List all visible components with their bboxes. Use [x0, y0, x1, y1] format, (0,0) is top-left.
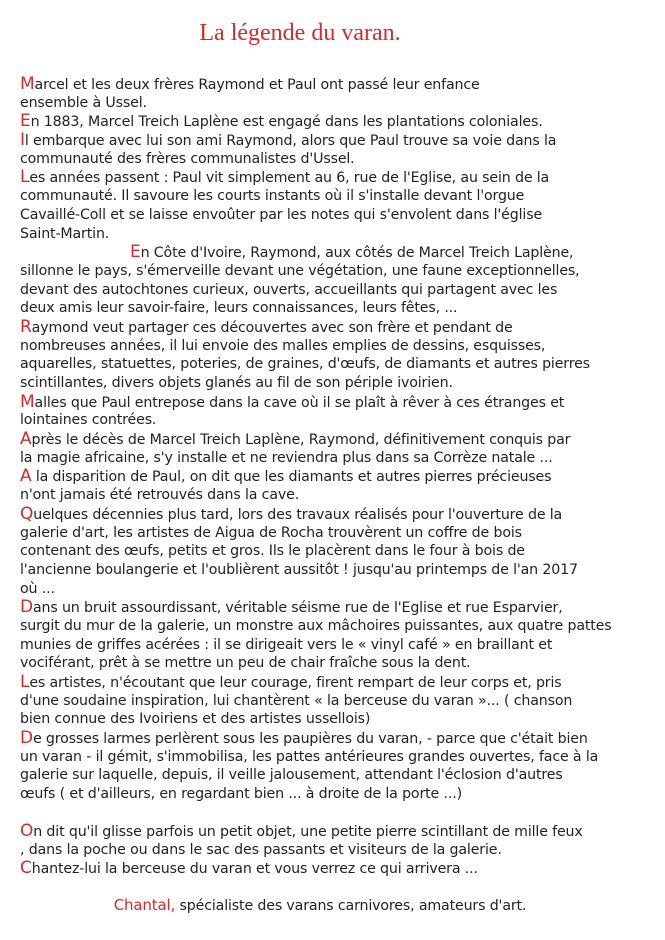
- spacer: [20, 878, 665, 896]
- line-text: œufs ( et d'ailleurs, en regardant bien ... à droite de la porte ...): [20, 786, 462, 803]
- text-line: [20, 225, 665, 244]
- line-text: vociférant, prêt à se mettre un peu de chair fraîche sous la dent.: [20, 655, 471, 672]
- line-text: galerie sur laquelle, depuis, il veille jalousement, attendant l'éclosion d'autres: [20, 767, 563, 784]
- text-line: [20, 486, 665, 505]
- line-text: la magie africaine, s'y installe et ne reviendra plus dans sa Corrèze natale ...: [20, 449, 553, 466]
- line-text: munies de griffes acérées : il se dirigeait vers le « vinyl café » en braillant et: [20, 636, 553, 653]
- drop-initial: O: [20, 820, 34, 841]
- paragraph: [20, 112, 665, 131]
- line-text: un varan - il gémit, s'immobilisa, les pattes antérieures grandes ouvertes, face à la: [20, 748, 599, 765]
- text-line: [20, 393, 665, 412]
- signature: [20, 896, 620, 915]
- line-text: , dans la poche ou dans le sac des passants et visiteurs de la galerie.: [20, 841, 502, 858]
- line-text: alles que Paul entrepose dans la cave où il se plaît à rêver à ces étranges et: [34, 394, 565, 411]
- line-text: scintillantes, divers objets glanés au fil de son périple ivoirien.: [20, 375, 453, 391]
- text-line: [20, 636, 665, 655]
- drop-initial: E: [20, 111, 31, 132]
- line-text: ans un bruit assourdissant, véritable séisme rue de l'Eglise et rue Esparvier,: [32, 600, 563, 617]
- text-line: [20, 524, 665, 543]
- line-text: l'ancienne boulangerie et l'oublièrent aussitôt ! jusqu'au printemps de l'an 2017: [20, 561, 578, 578]
- text-line: [20, 318, 665, 337]
- paragraph: [20, 822, 665, 859]
- text-line: [20, 785, 665, 804]
- signature-name: Chantal,: [113, 895, 176, 914]
- drop-initial: E: [130, 242, 141, 263]
- drop-initial: D: [20, 597, 33, 618]
- text-line: [20, 168, 665, 187]
- line-text: nombreuses années, il lui envoie des malles emplies de dessins, esquisses,: [20, 337, 546, 354]
- paragraph: [20, 430, 665, 467]
- line-text: la disparition de Paul, on dit que les diamants et autres pierres précieuses: [31, 469, 552, 486]
- line-text: surgit du mur de la galerie, un monstre aux mâchoires puissantes, aux quatre pattes: [20, 617, 612, 634]
- text-line: [20, 243, 665, 262]
- drop-initial: D: [20, 728, 33, 749]
- line-text: aquarelles, statuettes, poteries, de graines, d'œufs, de diamants et autres pierres: [20, 356, 590, 373]
- text-line: [20, 542, 665, 561]
- paragraph: [20, 673, 665, 729]
- drop-initial: A: [20, 429, 32, 450]
- text-line: [20, 729, 665, 748]
- text-line: [20, 449, 665, 468]
- drop-initial: R: [20, 316, 32, 337]
- text-line: [20, 580, 665, 599]
- text-line: [20, 337, 665, 356]
- text-line: [20, 598, 665, 617]
- paragraph: [20, 859, 665, 878]
- paragraph: [20, 729, 665, 804]
- text-line: [20, 355, 665, 374]
- text-line: [20, 187, 665, 206]
- line-text: deux amis leur savoir-faire, leurs connaissances, leurs fêtes, ...: [20, 300, 458, 317]
- line-text: uelques décennies plus tard, lors des travaux réalisés pour l'ouverture de la: [33, 506, 563, 523]
- text-line: [20, 75, 665, 94]
- text-line: [20, 617, 665, 636]
- text-line: [20, 766, 665, 785]
- line-text: où ...: [20, 580, 55, 597]
- line-text: n 1883, Marcel Treich Laplène est engagé dans les plantations coloniales.: [30, 114, 543, 131]
- line-text: galerie d'art, les artistes de Aigua de Rocha trouvèrent un coffre de bois: [20, 524, 522, 541]
- text-line: [20, 654, 665, 673]
- text-line: [20, 859, 665, 878]
- text-line: [20, 112, 665, 131]
- line-text: hantez-lui la berceuse du varan et vous verrez ce qui arrivera ...: [31, 861, 478, 878]
- text-line: [20, 505, 665, 524]
- line-text: communauté des frères communalistes d'Ussel.: [20, 150, 355, 167]
- text-line: [20, 411, 665, 430]
- line-text: bien connue des Ivoiriens et des artistes ussellois): [20, 711, 371, 728]
- paragraph: [20, 75, 665, 112]
- text-line: [20, 150, 665, 169]
- paragraph: [20, 168, 665, 243]
- line-text: n Côte d'Ivoire, Raymond, aux côtés de Marcel Treich Laplène,: [140, 245, 574, 262]
- drop-initial: M: [20, 391, 35, 412]
- story-body: [20, 75, 665, 915]
- line-text: devant des autochtones curieux, ouverts, accueillants qui partagent avec les: [20, 281, 558, 298]
- signature-text: spécialiste des varans carnivores, amateurs d'art.: [175, 897, 527, 914]
- line-text: l embarque avec lui son ami Raymond, alors que Paul trouve sa voie dans la: [24, 133, 557, 150]
- text-line: [20, 430, 665, 449]
- text-line: [20, 561, 665, 580]
- line-text: Saint-Martin.: [20, 225, 110, 242]
- paragraph: [20, 467, 665, 504]
- paragraph: [20, 318, 665, 393]
- line-text: n dit qu'il glisse parfois un petit objet, une petite pierre scintillant de mille feux: [33, 823, 583, 840]
- text-line: [20, 131, 665, 150]
- text-line: [20, 206, 665, 225]
- drop-initial: Q: [20, 503, 34, 524]
- line-text: n'ont jamais été retrouvés dans la cave.: [20, 487, 300, 504]
- text-line: [20, 692, 665, 711]
- drop-initial: M: [20, 74, 35, 94]
- text-line: [20, 299, 665, 318]
- text-line: [20, 673, 665, 692]
- line-text: contenant des œufs, petits et gros. Ils le placèrent dans le four à bois de: [20, 543, 525, 560]
- drop-initial: I: [20, 130, 25, 151]
- text-line: [20, 374, 665, 393]
- paragraph: [20, 505, 665, 598]
- text-line: [20, 822, 665, 841]
- paragraph: [20, 243, 665, 318]
- drop-initial: L: [20, 672, 30, 692]
- drop-initial: C: [20, 858, 32, 879]
- spacer: [20, 804, 665, 822]
- page-title: La légende du varan.: [199, 20, 401, 46]
- text-line: [20, 841, 665, 860]
- line-text: lointaines contrées.: [20, 412, 157, 429]
- text-line: [20, 710, 665, 729]
- line-text: e grosses larmes perlèrent sous les paupières du varan, - parce que c'était bien: [32, 731, 588, 748]
- text-line: [20, 467, 665, 486]
- line-text: Cavaillé-Coll et se laisse envoûter par les notes qui s'envolent dans l'église: [20, 206, 543, 223]
- text-line: [20, 281, 665, 300]
- line-text: es artistes, n'écoutant que leur courage, firent rempart de leur corps et, pris: [29, 675, 562, 691]
- drop-initial: L: [20, 167, 30, 188]
- line-text: près le décès de Marcel Treich Laplène, Raymond, définitivement conquis par: [31, 432, 571, 449]
- line-text: aymond veut partager ces découvertes avec son frère et pendant de: [31, 319, 513, 336]
- drop-initial: A: [20, 466, 32, 487]
- line-text: arcel et les deux frères Raymond et Paul ont passé leur enfance: [34, 77, 480, 93]
- paragraph: [20, 598, 665, 673]
- text-line: [20, 262, 665, 281]
- paragraph: [20, 393, 665, 430]
- text-line: [20, 748, 665, 767]
- paragraph: [20, 131, 665, 168]
- text-line: [20, 94, 665, 113]
- line-text: d'une soudaine inspiration, lui chantèrent « la berceuse du varan »... ( chanson: [20, 692, 573, 709]
- line-text: sillonne le pays, s'émerveille devant une végétation, une faune exceptionnelles,: [20, 262, 580, 279]
- line-text: communauté. Il savoure les courts instants où il s'installe devant l'orgue: [20, 188, 525, 205]
- line-text: ensemble à Ussel.: [20, 94, 147, 111]
- line-text: es années passent : Paul vit simplement au 6, rue de l'Eglise, au sein de la: [29, 170, 550, 187]
